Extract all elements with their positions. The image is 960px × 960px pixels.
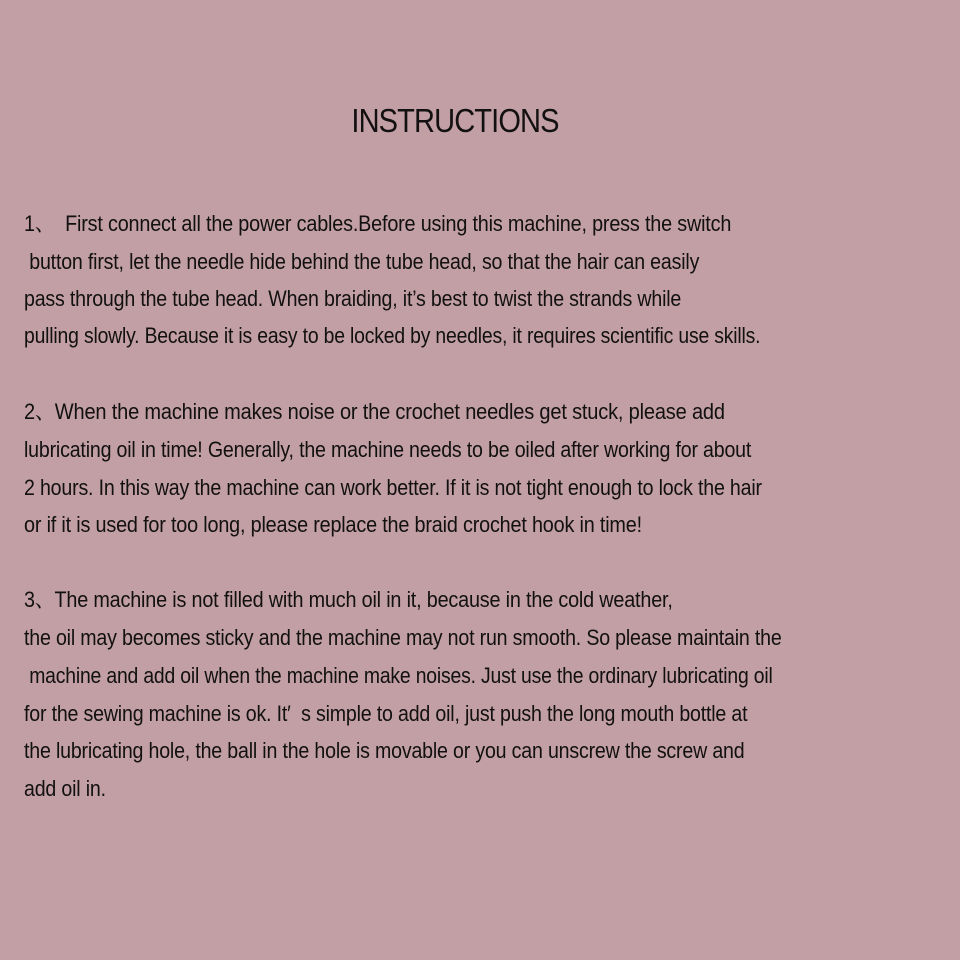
instruction-1-line-1: 1、 First connect all the power cables.Before using this machine, press the switch (24, 211, 732, 236)
instruction-2-line-1: 2、When the machine makes noise or the crochet needles get stuck, please add (24, 399, 725, 424)
instruction-1-line-2: button first, let the needle hide behind the tube head, so that the hair can easily (24, 249, 700, 274)
instruction-2-line-4: or if it is used for too long, please replace the braid crochet hook in time! (24, 512, 642, 537)
instruction-3-line-4: for the sewing machine is ok. It′ s simple to add oil, just push the long mouth bottle at (24, 701, 748, 726)
instruction-3-line-2: the oil may becomes sticky and the machine may not run smooth. So please maintain the (24, 625, 782, 650)
instruction-3-line-1: 3、The machine is not filled with much oil in it, because in the cold weather, (24, 587, 673, 612)
instruction-3-line-5: the lubricating hole, the ball in the hole is movable or you can unscrew the screw and (24, 738, 745, 763)
instruction-2-line-3: 2 hours. In this way the machine can work better. If it is not tight enough to lock the hair (24, 475, 762, 500)
instruction-1-line-4: pulling slowly. Because it is easy to be locked by needles, it requires scientific use skills. (24, 323, 761, 348)
instruction-1-line-3: pass through the tube head. When braiding, it’s best to twist the strands while (24, 286, 682, 311)
instruction-3-line-3: machine and add oil when the machine make noises. Just use the ordinary lubricating oil (24, 663, 773, 688)
page-title: INSTRUCTIONS (351, 102, 559, 139)
instruction-3-line-6: add oil in. (24, 776, 106, 801)
instruction-2-line-2: lubricating oil in time! Generally, the machine needs to be oiled after working for about (24, 437, 752, 462)
